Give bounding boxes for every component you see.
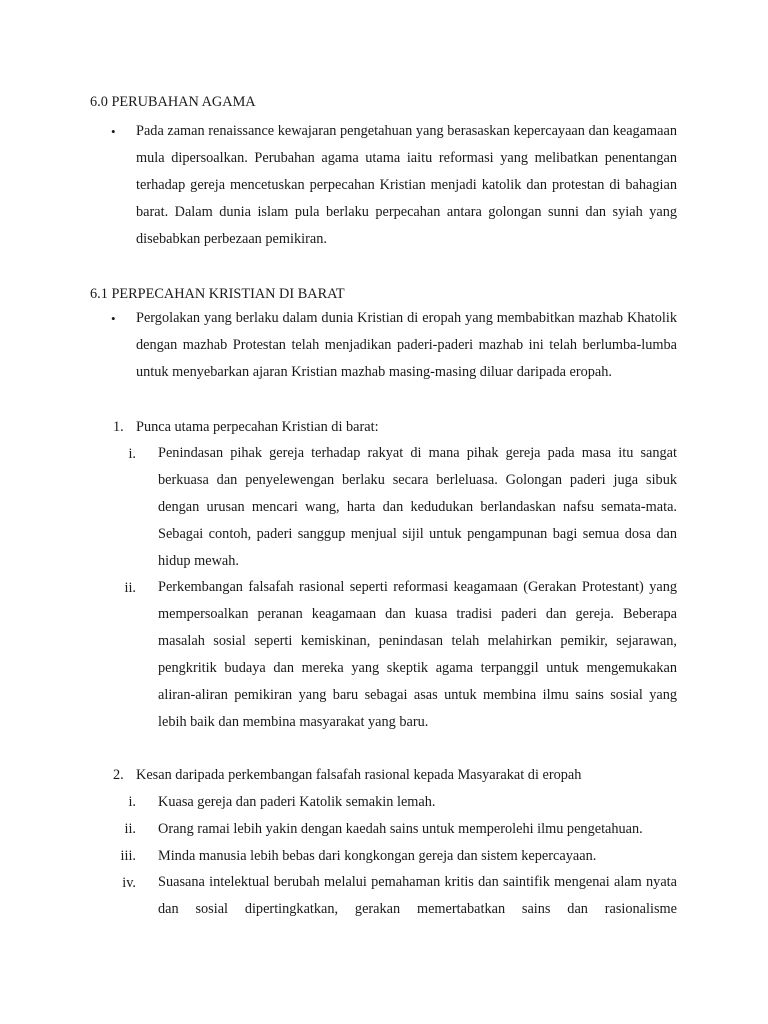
list-item-text: Suasana intelektual berubah melalui pemahaman kritis dan saintifik mengenai alam nyata dan sosial dipertingkatkan, gerakan memertabatkan sains dan rasionalisme (158, 874, 677, 917)
list-item-marker: ii. (124, 580, 136, 596)
bullet-paragraph: Pergolakan yang berlaku dalam dunia Kristian di eropah yang membabitkan mazhab Khatolik dengan mazhab Protestan telah menjadikan paderi-paderi mazhab ini telah berlumba-lumba untuk menyebarkan ajaran Kristian mazhab masing-masing diluar daripada eropah. (136, 310, 677, 380)
list-item-marker: iii. (120, 848, 136, 864)
list-item-text: Minda manusia lebih bebas dari kongkongan gereja dan sistem kepercayaan. (158, 848, 597, 864)
list-item-text: Orang ramai lebih yakin dengan kaedah sains untuk memperolehi ilmu pengetahuan. (158, 821, 643, 837)
section-heading-6-1: 6.1 PERPECAHAN KRISTIAN DI BARAT (90, 286, 345, 302)
list-title: Punca utama perpecahan Kristian di barat: (136, 419, 379, 435)
list-number: 1. (113, 419, 124, 435)
bullet-marker: • (111, 124, 116, 139)
list-item-marker: i. (128, 446, 136, 462)
list-number: 2. (113, 767, 124, 783)
list-title: Kesan daripada perkembangan falsafah rasional kepada Masyarakat di eropah (136, 767, 582, 783)
list-item-text: Perkembangan falsafah rasional seperti reformasi keagamaan (Gerakan Protestant) yang mempersoalkan peranan keagamaan dan kuasa tradisi paderi dan gereja. Beberapa masalah sosial seperti kemiskinan, penindasan telah melahirkan pemikir, sejarawan, pengkritik budaya dan mereka yang skeptik agama terpanggil untuk mengemukakan aliran-aliran pemikiran yang baru sebagai asas untuk membina ilmu sains sosial yang lebih baik dan membina masyarakat yang baru. (158, 579, 677, 730)
bullet-marker: • (111, 311, 116, 326)
list-item-marker: ii. (124, 821, 136, 837)
list-item-text: Kuasa gereja dan paderi Katolik semakin lemah. (158, 794, 436, 810)
list-item-text: Penindasan pihak gereja terhadap rakyat di mana pihak gereja pada masa itu sangat berkuasa dan penyelewengan berlaku secara berleluasa. Golongan paderi juga sibuk dengan urusan mencari wang, harta dan kedudukan berlandaskan nafsu semata-mata. Sebagai contoh, paderi sanggup menjual sijil untuk pengampunan bagi semua dosa dan hidup mewah. (158, 445, 677, 569)
list-item-marker: iv. (122, 875, 136, 891)
section-heading-6-0: 6.0 PERUBAHAN AGAMA (90, 94, 256, 110)
bullet-paragraph: Pada zaman renaissance kewajaran pengetahuan yang berasaskan kepercayaan dan keagamaan mula dipersoalkan. Perubahan agama utama iaitu reformasi yang melibatkan penentangan terhadap gereja mencetuskan perpecahan Kristian menjadi katolik dan protestan di bahagian barat. Dalam dunia islam pula berlaku perpecahan antara golongan sunni dan syiah yang disebabkan perbezaan pemikiran. (136, 123, 678, 247)
list-item-marker: i. (128, 794, 136, 810)
